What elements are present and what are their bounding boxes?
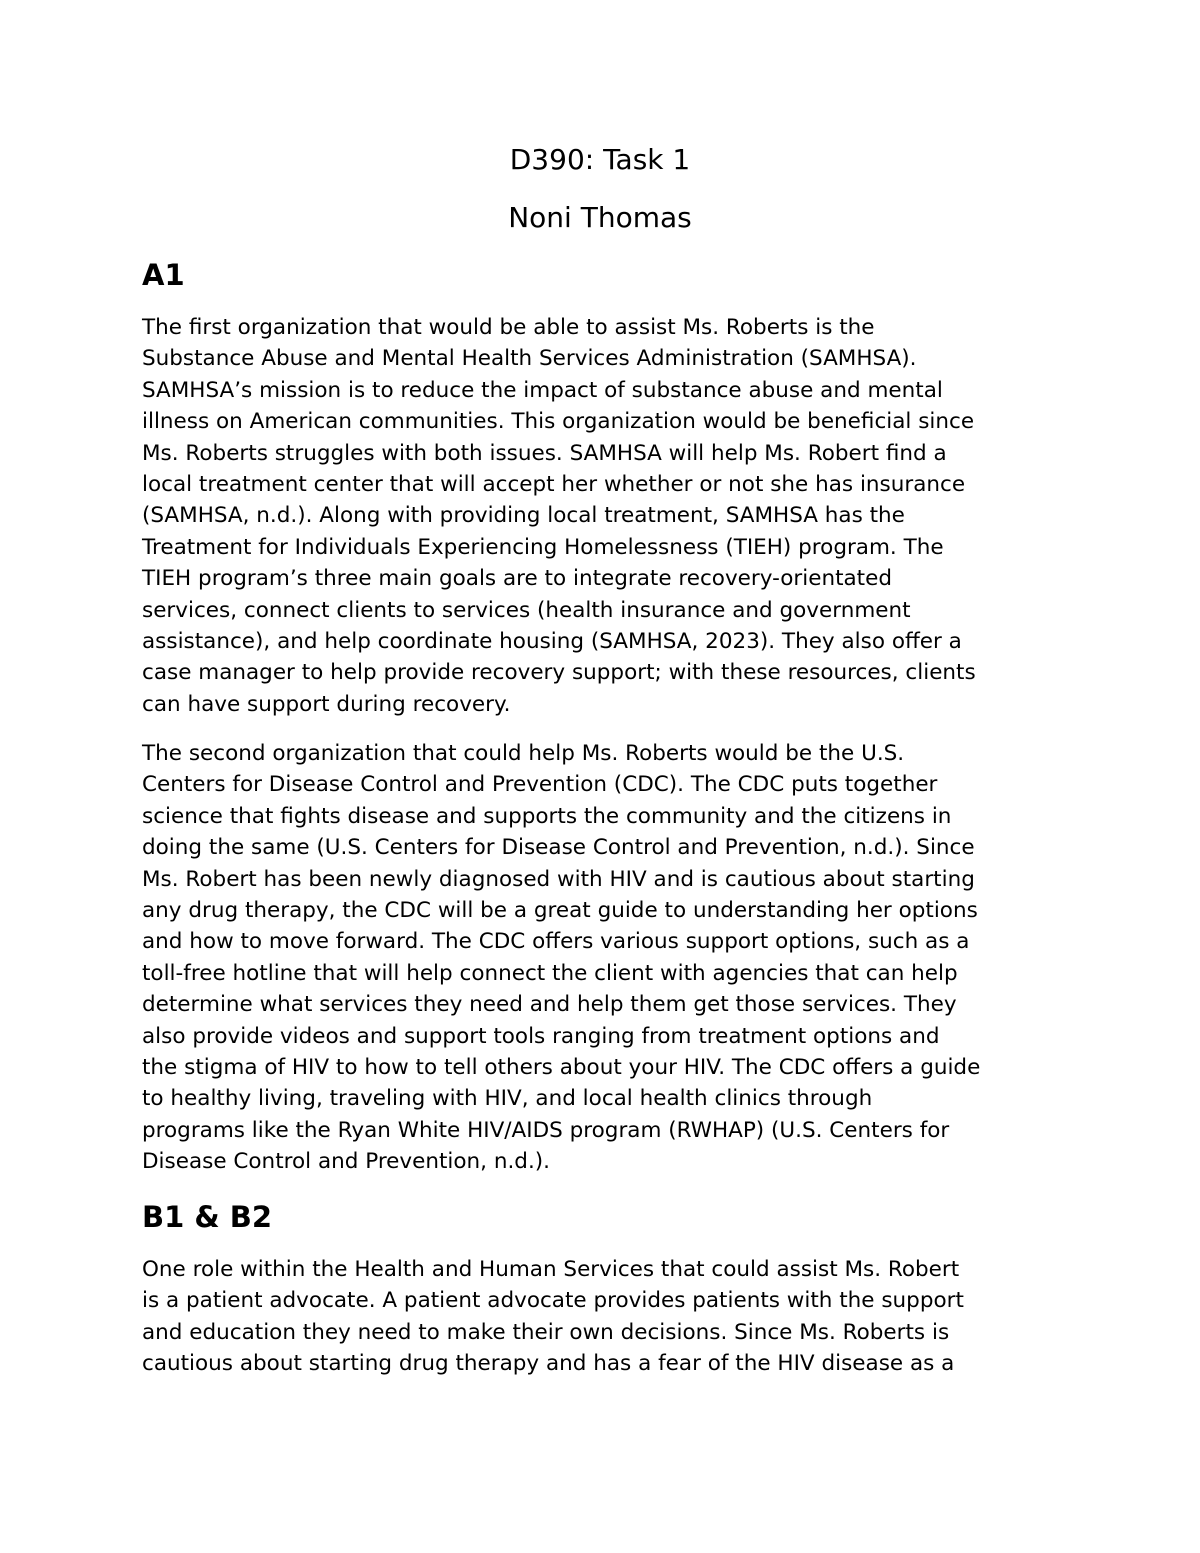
text-line: illness on American communities. This organization would be beneficial since bbox=[142, 409, 975, 435]
document-author: Noni Thomas bbox=[508, 201, 692, 234]
text-line: Treatment for Individuals Experiencing Homelessness (TIEH) program. The bbox=[142, 534, 944, 560]
text-line: The first organization that would be able to assist Ms. Roberts is the bbox=[142, 315, 875, 340]
text-line: TIEH program’s three main goals are to integrate recovery-orientated bbox=[142, 566, 892, 592]
text-line: toll-free hotline that will help connect the client with agencies that can help bbox=[142, 960, 958, 986]
text-line: and how to move forward. The CDC offers various support options, such as a bbox=[142, 929, 970, 955]
paragraph-patient-advocate bbox=[142, 1254, 1072, 1380]
text-line: determine what services they need and help them get those services. They bbox=[142, 992, 957, 1018]
text-line: cautious about starting drug therapy and has a fear of the HIV disease as a bbox=[142, 1351, 955, 1377]
text-line: Ms. Robert has been newly diagnosed with HIV and is cautious about starting bbox=[142, 866, 975, 892]
text-line: also provide videos and support tools ranging from treatment options and bbox=[142, 1023, 940, 1049]
text-line: Ms. Roberts struggles with both issues. SAMHSA will help Ms. Robert find a bbox=[142, 440, 947, 466]
text-line: science that fights disease and supports the community and the citizens in bbox=[142, 803, 952, 829]
text-line: is a patient advocate. A patient advocate provides patients with the support bbox=[142, 1288, 964, 1314]
text-line: programs like the Ryan White HIV/AIDS program (RWHAP) (U.S. Centers for bbox=[142, 1117, 950, 1143]
paragraph-cdc bbox=[142, 738, 1072, 1177]
text-line: any drug therapy, the CDC will be a great guide to understanding her options bbox=[142, 897, 978, 923]
section-heading-b1-b2: B1 & B2 bbox=[142, 1200, 273, 1234]
text-line: to healthy living, traveling with HIV, and local health clinics through bbox=[142, 1086, 873, 1112]
text-line: The second organization that could help Ms. Roberts would be the U.S. bbox=[142, 741, 905, 766]
text-line: doing the same (U.S. Centers for Disease Control and Prevention, n.d.). Since bbox=[142, 835, 975, 861]
text-line: SAMHSA’s mission is to reduce the impact of substance abuse and mental bbox=[142, 377, 943, 403]
text-line: Centers for Disease Control and Prevention (CDC). The CDC puts together bbox=[142, 772, 938, 798]
text-line: assistance), and help coordinate housing (SAMHSA, 2023). They also offer a bbox=[142, 628, 962, 654]
text-line: and education they need to make their own decisions. Since Ms. Roberts is bbox=[142, 1319, 950, 1345]
paragraph-samhsa bbox=[142, 312, 1072, 720]
text-line: case manager to help provide recovery support; with these resources, clients bbox=[142, 660, 976, 686]
text-line: Substance Abuse and Mental Health Services Administration (SAMHSA). bbox=[142, 346, 917, 372]
text-line: One role within the Health and Human Services that could assist Ms. Robert bbox=[142, 1257, 960, 1282]
section-heading-a1: A1 bbox=[142, 258, 185, 292]
text-line: (SAMHSA, n.d.). Along with providing local treatment, SAMHSA has the bbox=[142, 503, 905, 529]
text-line: Disease Control and Prevention, n.d.). bbox=[142, 1149, 551, 1175]
text-line: services, connect clients to services (health insurance and government bbox=[142, 597, 911, 623]
text-line: local treatment center that will accept her whether or not she has insurance bbox=[142, 471, 966, 497]
document-title: D390: Task 1 bbox=[509, 143, 691, 176]
text-line: the stigma of HIV to how to tell others about your HIV. The CDC offers a guide bbox=[142, 1054, 981, 1080]
text-line: can have support during recovery. bbox=[142, 691, 511, 717]
